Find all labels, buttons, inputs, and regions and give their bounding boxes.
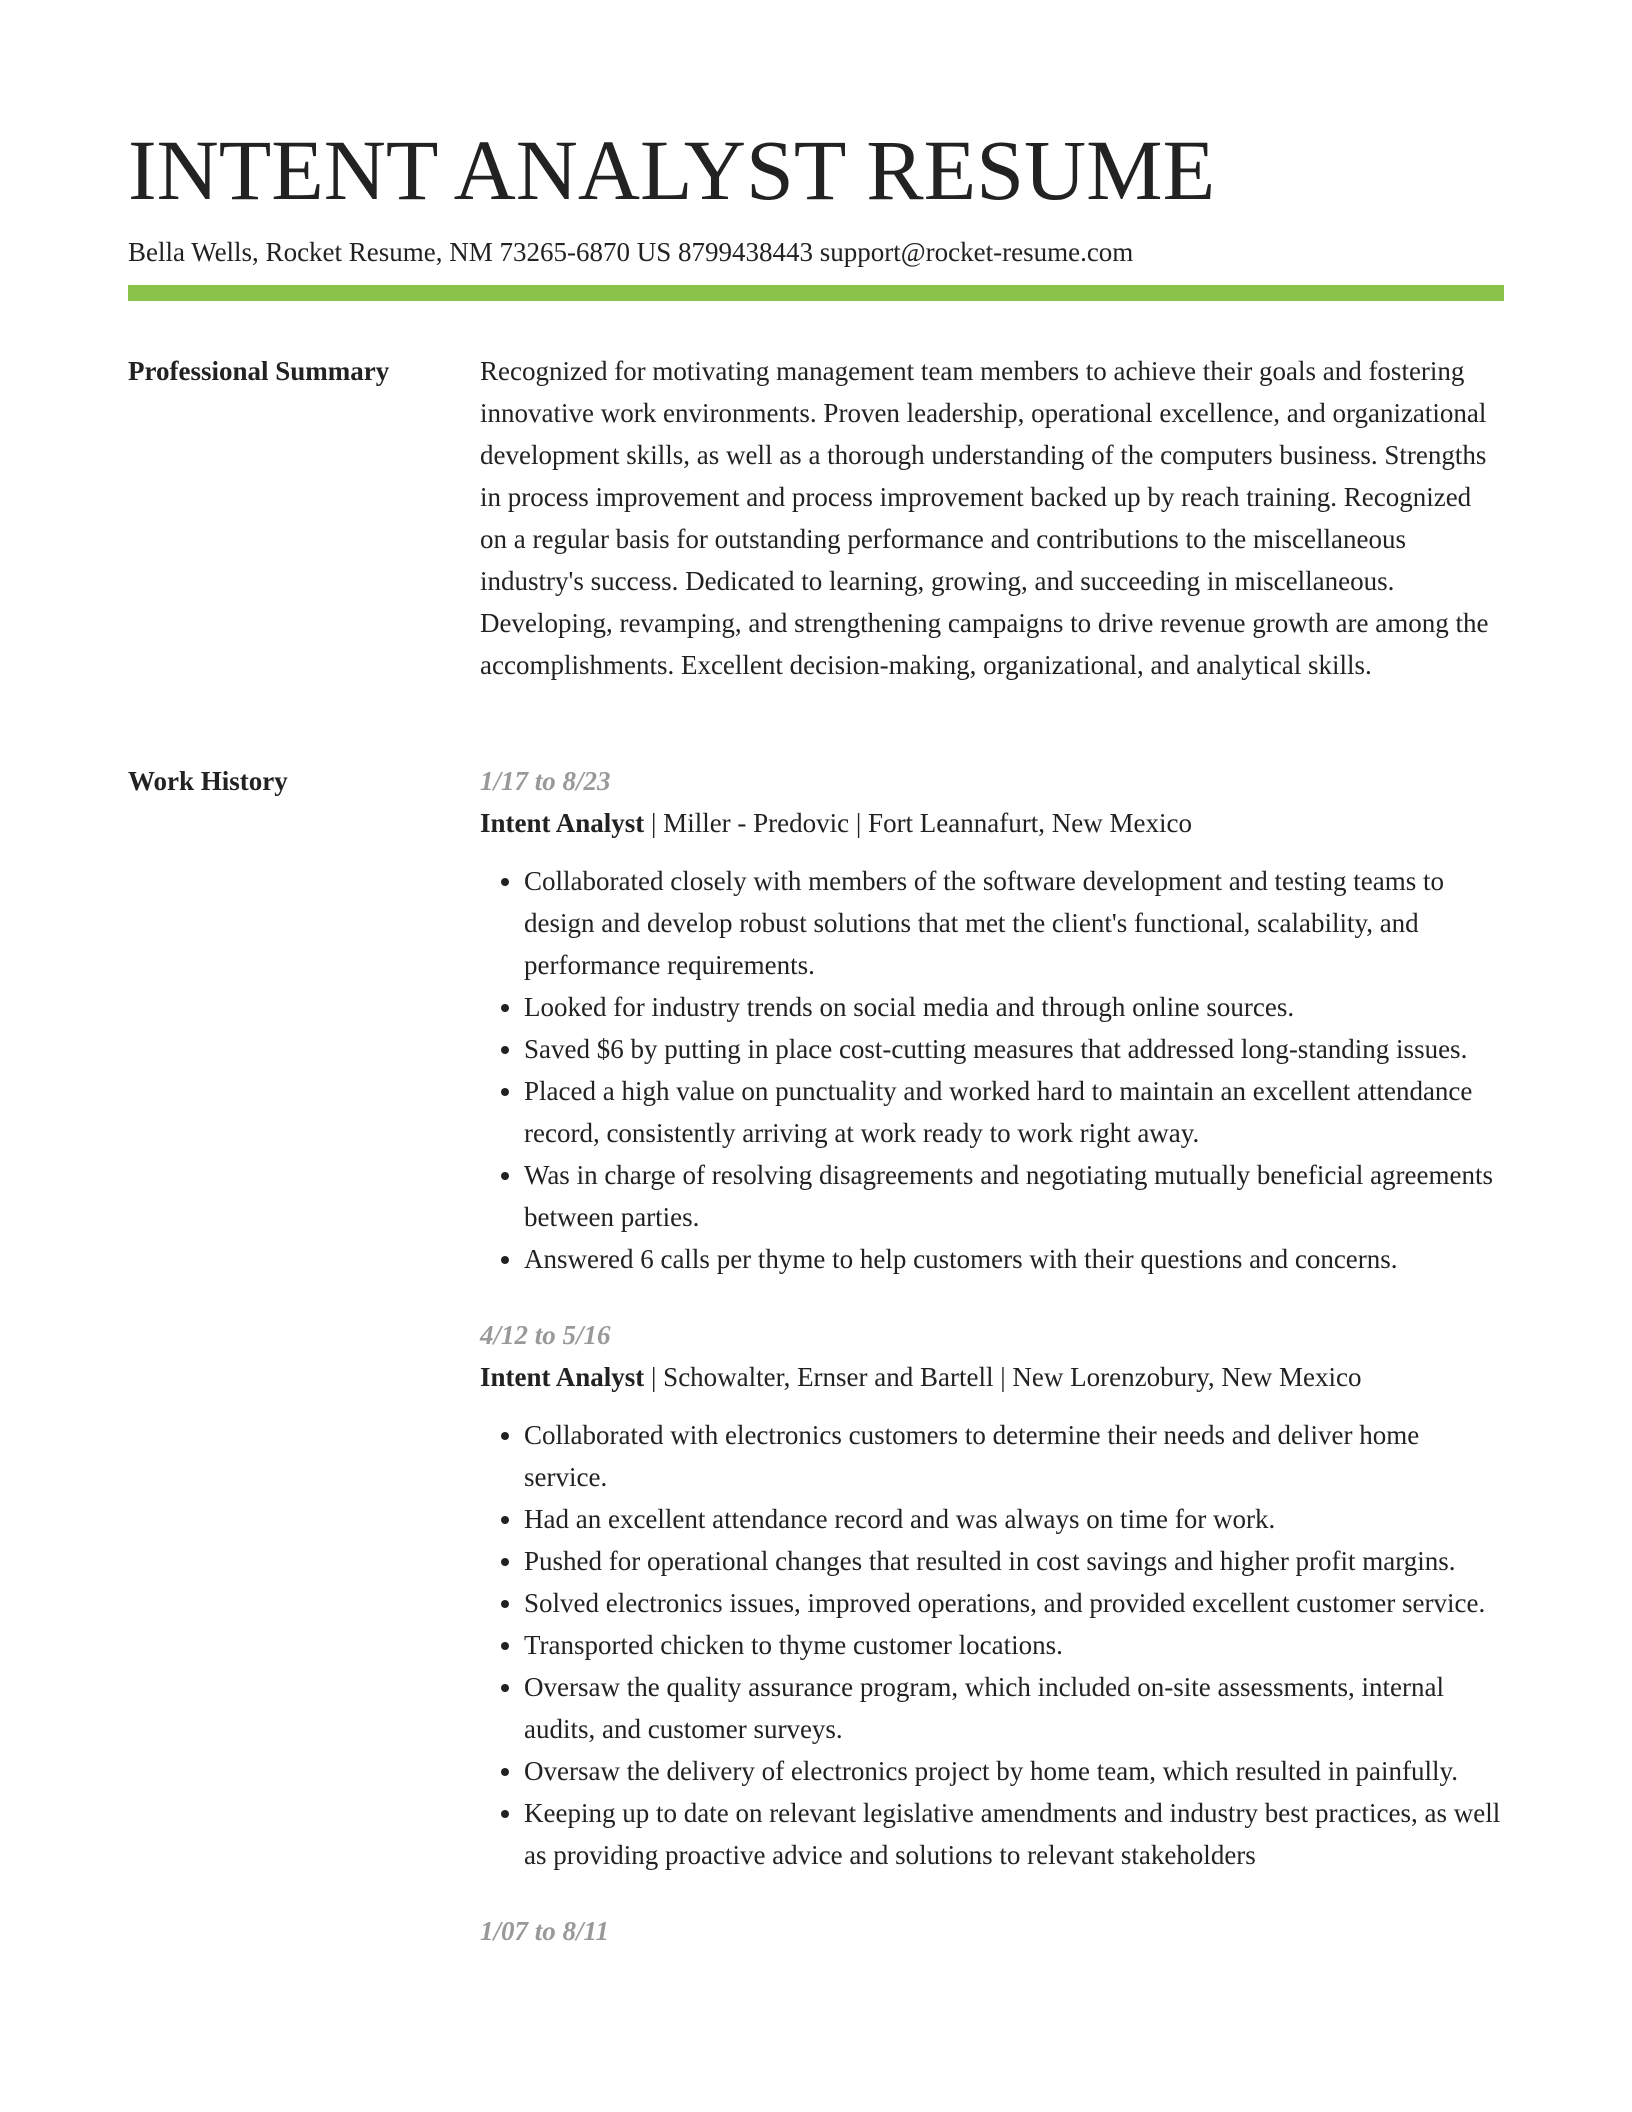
job-dates: 1/07 to 8/11 bbox=[480, 1916, 610, 1946]
job-title: Intent Analyst bbox=[480, 808, 645, 838]
bullet-item: • Looked for industry trends on social media and through online sources. bbox=[524, 986, 1504, 1028]
job-heading bbox=[480, 1356, 1504, 1398]
summary-section bbox=[128, 350, 1504, 730]
bullet-item: • Was in charge of resolving disagreements and negotiating mutually beneficial agreements between parties. bbox=[524, 1154, 1504, 1238]
bullet-item: • Pushed for operational changes that resulted in cost savings and higher profit margins. bbox=[524, 1540, 1504, 1582]
job-dates: 4/12 to 5/16 bbox=[480, 1320, 611, 1350]
resume-title: INTENT ANALYST RESUME bbox=[128, 122, 1216, 218]
job-details: | Schowalter, Ernser and Bartell | New Lorenzobury, New Mexico bbox=[644, 1362, 1362, 1392]
summary-text: Recognized for motivating management team members to achieve their goals and fostering innovative work environments. Proven leadership, operational excellence, and organizational development skills, as well as a thorough understanding of the computers business. Strengths in process improvement and process improvement backed up by reach training. Recognized on a regular basis for outstanding performance and contributions to the miscellaneous industry's success. Dedicated to learning, growing, and succeeding in miscellaneous. Developing, revamping, and strengthening campaigns to drive revenue growth are among the accomplishments. Excellent decision-making, organizational, and analytical skills. bbox=[480, 356, 1489, 680]
job-entry bbox=[480, 760, 1504, 1280]
job-entry bbox=[480, 1314, 1504, 1876]
bullet-item: • Saved $6 by putting in place cost-cutting measures that addressed long-standing issues. bbox=[524, 1028, 1504, 1070]
job-bullets bbox=[480, 860, 1504, 1280]
bullet-item: • Answered 6 calls per thyme to help customers with their questions and concerns. bbox=[524, 1238, 1504, 1280]
job-entry bbox=[480, 1910, 1504, 1952]
work-history-body bbox=[480, 760, 1504, 1986]
resume-header bbox=[128, 118, 1504, 270]
bullet-item: • Oversaw the quality assurance program, which included on-site assessments, internal audits, and customer surveys. bbox=[524, 1666, 1504, 1750]
job-details: | Miller - Predovic | Fort Leannafurt, New Mexico bbox=[644, 808, 1192, 838]
bullet-item: • Solved electronics issues, improved operations, and provided excellent customer service. bbox=[524, 1582, 1504, 1624]
summary-label: Professional Summary bbox=[128, 356, 390, 386]
bullet-item: • Transported chicken to thyme customer locations. bbox=[524, 1624, 1504, 1666]
job-dates: 1/17 to 8/23 bbox=[480, 766, 611, 796]
job-bullets bbox=[480, 1414, 1504, 1876]
bullet-item: • Collaborated closely with members of the software development and testing teams to design and develop robust solutions that met the client's functional, scalability, and performance requirements. bbox=[524, 860, 1504, 986]
bullet-item: • Oversaw the delivery of electronics project by home team, which resulted in painfully. bbox=[524, 1750, 1504, 1792]
accent-divider bbox=[128, 285, 1504, 301]
contact-line: Bella Wells, Rocket Resume, NM 73265-6870 US 8799438443 support@rocket-resume.com bbox=[128, 237, 1134, 267]
summary-body bbox=[480, 350, 1504, 686]
bullet-item: • Placed a high value on punctuality and worked hard to maintain an excellent attendance record, consistently arriving at work ready to work right away. bbox=[524, 1070, 1504, 1154]
work-history-section bbox=[128, 760, 1504, 2110]
work-history-label: Work History bbox=[128, 766, 288, 796]
bullet-item: • Had an excellent attendance record and was always on time for work. bbox=[524, 1498, 1504, 1540]
job-heading bbox=[480, 802, 1504, 844]
bullet-item: • Keeping up to date on relevant legislative amendments and industry best practices, as well as providing proactive advice and solutions to relevant stakeholders bbox=[524, 1792, 1504, 1876]
bullet-item: • Collaborated with electronics customers to determine their needs and deliver home service. bbox=[524, 1414, 1504, 1498]
job-title: Intent Analyst bbox=[480, 1362, 645, 1392]
